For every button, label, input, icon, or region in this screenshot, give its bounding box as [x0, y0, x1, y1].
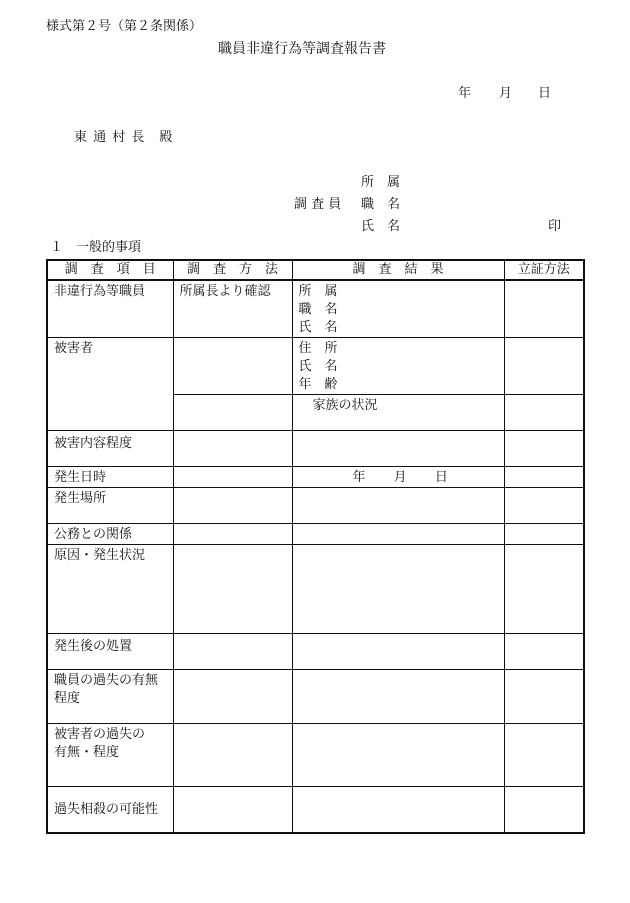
proof-cell	[504, 395, 584, 431]
header-method: 調 査 方 法	[173, 260, 292, 280]
method-cell	[173, 338, 292, 395]
table-row	[47, 467, 584, 488]
result-cell	[292, 524, 504, 545]
proof-cell	[504, 338, 584, 395]
table-row	[47, 280, 584, 338]
seal-mark: 印	[548, 219, 562, 234]
method-cell	[173, 545, 292, 634]
form-number: 様式第２号（第２条関係）	[46, 19, 203, 34]
item-line-1: 被害者の過失の	[54, 727, 146, 742]
item-cell: 公務との関係	[47, 524, 173, 545]
table-row	[47, 545, 584, 634]
item-cell	[47, 724, 173, 787]
family-status-cell: 家族の状況	[292, 395, 504, 431]
result-cell	[292, 431, 504, 467]
result-position: 職 名	[298, 302, 338, 317]
table-row	[47, 488, 584, 524]
item-cell: 発生日時	[47, 467, 173, 488]
item-cell: 非違行為等職員	[47, 280, 173, 338]
item-cell: 発生後の処置	[47, 634, 173, 670]
result-age: 年 齢	[298, 377, 338, 392]
proof-cell	[504, 524, 584, 545]
proof-cell	[504, 724, 584, 787]
method-cell	[173, 431, 292, 467]
item-line-2: 有無・程度	[54, 745, 120, 760]
proof-cell	[504, 488, 584, 524]
result-name: 氏 名	[298, 359, 338, 374]
header-item: 調 査 項 目	[47, 260, 173, 280]
result-cell	[292, 545, 504, 634]
method-cell	[173, 395, 292, 431]
investigator-label: 調 査 員	[294, 197, 342, 212]
item-cell: 過失相殺の可能性	[47, 787, 173, 833]
proof-cell	[504, 467, 584, 488]
date-year-label: 年	[458, 86, 472, 101]
occurrence-month: 月	[393, 470, 407, 485]
result-cell	[292, 787, 504, 833]
table-row	[47, 524, 584, 545]
method-cell	[173, 488, 292, 524]
occurrence-day: 日	[434, 470, 448, 485]
method-cell	[173, 524, 292, 545]
addressee: 東 通 村 長 殿	[74, 130, 174, 145]
table-row	[47, 431, 584, 467]
table-row	[47, 787, 584, 833]
date-month-label: 月	[499, 86, 513, 101]
proof-cell	[504, 634, 584, 670]
investigator-affiliation-label: 所 属	[361, 175, 401, 190]
proof-cell	[504, 545, 584, 634]
table-row	[47, 724, 584, 787]
result-cell	[292, 670, 504, 724]
item-line-2: 程度	[54, 691, 81, 706]
table-header-row	[47, 260, 584, 280]
investigator-position-label: 職 名	[361, 197, 401, 212]
method-cell: 所属長より確認	[173, 280, 292, 338]
section-title: １ 一般的事項	[50, 240, 142, 255]
proof-cell	[504, 787, 584, 833]
date-day-label: 日	[538, 86, 552, 101]
result-cell	[292, 338, 504, 395]
item-cell	[47, 670, 173, 724]
method-cell	[173, 724, 292, 787]
proof-cell	[504, 280, 584, 338]
result-affiliation: 所 属	[298, 284, 338, 299]
item-cell: 被害内容程度	[47, 431, 173, 467]
table-row	[47, 338, 584, 395]
item-cell: 被害者	[47, 338, 173, 431]
method-cell	[173, 634, 292, 670]
header-proof: 立証方法	[504, 260, 584, 280]
item-cell: 発生場所	[47, 488, 173, 524]
table-row	[47, 634, 584, 670]
result-cell	[292, 467, 504, 488]
method-cell	[173, 787, 292, 833]
table-row	[47, 670, 584, 724]
result-address: 住 所	[298, 341, 338, 356]
investigation-table	[46, 259, 585, 834]
item-line-1: 職員の過失の有無	[54, 673, 159, 688]
result-cell	[292, 634, 504, 670]
method-cell	[173, 670, 292, 724]
proof-cell	[504, 431, 584, 467]
result-cell	[292, 488, 504, 524]
result-cell	[292, 724, 504, 787]
proof-cell	[504, 670, 584, 724]
document-title: 職員非違行為等調査報告書	[218, 41, 386, 57]
investigator-name-label: 氏 名	[361, 219, 401, 234]
method-cell	[173, 467, 292, 488]
result-name: 氏 名	[298, 320, 338, 335]
result-cell	[292, 280, 504, 338]
item-cell: 原因・発生状況	[47, 545, 173, 634]
occurrence-year: 年	[352, 470, 366, 485]
header-result: 調 査 結 果	[292, 260, 504, 280]
